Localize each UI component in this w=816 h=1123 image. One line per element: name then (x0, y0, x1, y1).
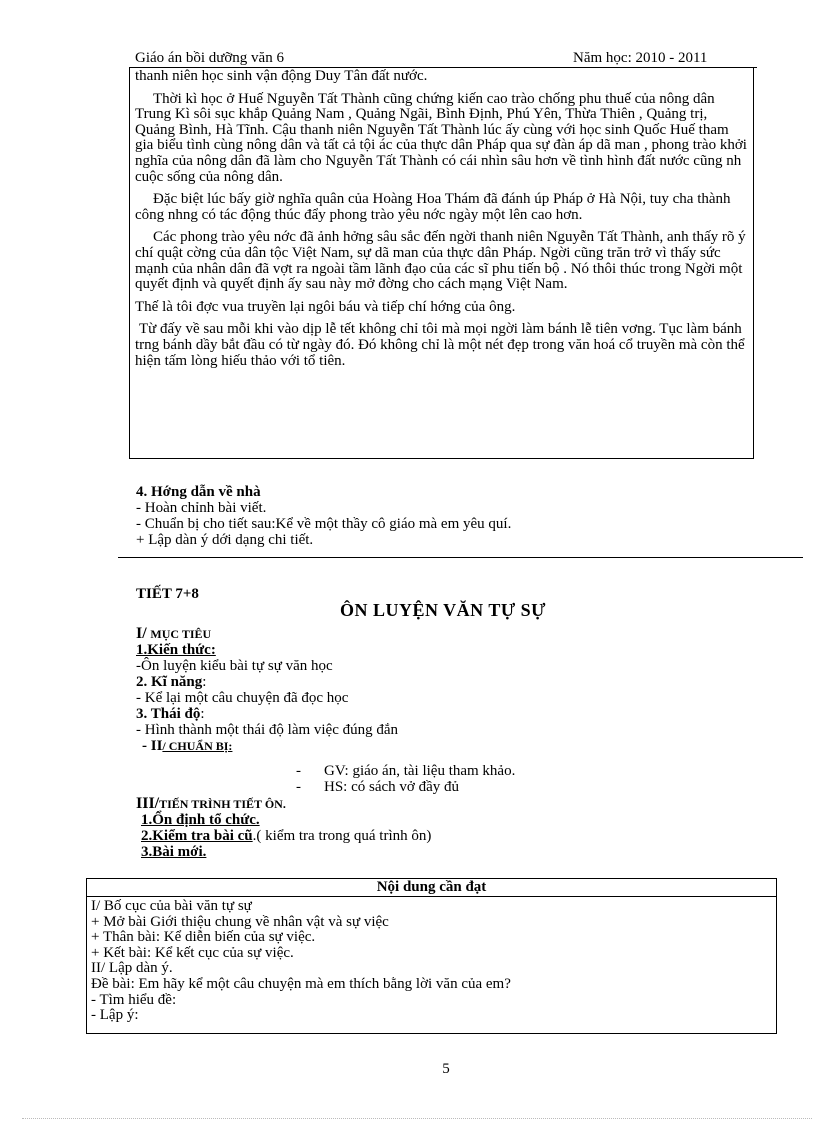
paragraph: Từ đấy về sau mỗi khi vào dịp lễ tết không chỉ tôi mà mọi ngời làm bánh lễ tiên vơng. Tục làm bánh trng bánh dầy bắt đầu có từ ngày đó. Đó không chỉ là một nét đẹp trong văn hoá cổ truyền mà còn thể hiện tấm lòng hiếu thảo với tổ tiên. (135, 321, 745, 369)
table-line: + Mở bài Giới thiệu chung về nhân vật và sự việc (91, 913, 389, 930)
objective-text: -Ôn luyện kiểu bài tự sự văn học (136, 658, 333, 674)
text-box (129, 67, 754, 459)
page-bottom-border (22, 1118, 812, 1119)
objective-text: - Hình thành một thái độ làm việc đúng đắn (136, 722, 399, 738)
page-title: ÔN LUYỆN VĂN TỰ SỰ (339, 600, 547, 620)
table-line: I/ Bố cục của bài văn tự sự (91, 898, 252, 914)
section-divider (118, 557, 803, 558)
header-right: Năm học: 2010 - 2011 (573, 50, 708, 66)
step-text: .( kiểm tra trong quá trình ôn) (252, 828, 432, 844)
process-section (136, 796, 431, 860)
page-number: 5 (442, 1061, 450, 1077)
step-heading: 2.Kiểm tra bài cũ (141, 828, 253, 844)
prep-item: HS: có sách vở đầy đủ (324, 779, 459, 795)
table-line: Đề bài: Em hãy kể một câu chuyện mà em thích bằng lời văn của em? (91, 975, 511, 992)
paragraph: Đặc biệt lúc bấy giờ nghĩa quân của Hoàng Hoa Thám đã đánh úp Pháp ở Hà Nội, tuy cha thành công nhng có tác động thúc đẩy phong trào yêu nớc ngày một lên cao hơn. (135, 191, 731, 223)
table-line: + Thân bài: Kể diễn biến của sự việc. (91, 929, 316, 946)
content-table (86, 878, 777, 1034)
section-roman: I/ (136, 625, 147, 642)
lesson-number: TIẾT 7+8 (136, 586, 199, 602)
step-heading: 1.Ổn định tổ chức. (141, 812, 260, 828)
prep-item: GV: giáo án, tài liệu tham khảo. (324, 763, 516, 779)
homework-item: - Hoàn chỉnh bài viết. (136, 500, 267, 516)
homework-title: 4. Hớng dẫn về nhà (136, 484, 261, 500)
section-heading: TIẾN TRÌNH TIẾT ÔN. (159, 797, 286, 811)
header-left: Giáo án bồi dưỡng văn 6 (135, 50, 284, 66)
homework-section (136, 484, 511, 548)
paragraph: Thế là tôi đợc vua truyền lại ngôi báu và tiếp chí hớng của ông. (135, 298, 516, 315)
section-roman: III/ (136, 795, 160, 812)
step-heading: 3.Bài mới. (141, 844, 207, 860)
objective-text: - Kể lại một câu chuyện đã đọc học (136, 690, 349, 706)
table-header: Nội dung cần đạt (87, 879, 776, 897)
table-line: II/ Lập dàn ý. (91, 960, 173, 977)
subheading: 3. Thái độ (136, 706, 201, 722)
table-line: - Lập ý: (91, 1007, 139, 1024)
section-heading: / CHUẨN BỊ: (162, 739, 233, 753)
paragraph: Thời kì học ở Huế Nguyễn Tất Thành cũng chứng kiến cao trào chống phu thuế của nông dân Trung Kì sôi sục khắp Quảng Nam , Quảng Ngãi, Bình Định, Phú Yên, Thừa Thiên , Quảng trị, Quảng Bình, Hà Tĩnh. Cậu thanh niên Nguyễn Tất Thành lúc ấy cùng với học sinh Quốc Huế tham gia biểu tình cùng nông dân và tất cả tội ác của thực dân Pháp qua sự đàn áp dã man , phong trào khởi nghĩa của nông dân đã làm cho Nguyễn Tất Thành có cái nhìn sâu hơn về tình hình đất nước cũng nh cuộc sống của nông dân. (135, 90, 747, 185)
paragraph: Các phong trào yêu nớc đã ảnh hởng sâu sắc đến ngời thanh niên Nguyễn Tất Thành, anh thấy rõ ý chí quật cờng của dân tộc Việt Nam, sự dã man của thực dân Pháp. Ngời cũng trăn trở vì thấy sức mạnh của nhân dân đã vợt ra ngoài tầm lãnh đạo của các sĩ phu tiến bộ . Nó thôi thúc trong Ngời một quyết định và quyết định ấy sau này mở đờng cho cách mạng Việt Nam. (135, 229, 746, 293)
section-roman: - II (142, 738, 163, 754)
subheading: 2. Kĩ năng (136, 674, 203, 690)
section-heading: MỤC TIÊU (150, 627, 212, 641)
subheading: 1.Kiến thức: (136, 642, 216, 658)
table-line: + Kết bài: Kể kết cục của sự việc. (91, 944, 294, 961)
homework-item: + Lập dàn ý dới dạng chi tiết. (136, 532, 314, 548)
paragraph: thanh niên học sinh vận động Duy Tân đất nước. (135, 68, 428, 84)
homework-item: - Chuẩn bị cho tiết sau:Kể về một thầy cô giáo mà em yêu quí. (136, 516, 512, 532)
table-line: - Tìm hiểu đề: (91, 991, 177, 1008)
preparation-list: - GV: giáo án, tài liệu tham khảo. - HS: có sách vở đầy đủ (296, 763, 516, 795)
objectives-section: I/ MỤC TIÊU 1.Kiến thức: -Ôn luyện kiểu bài tự sự văn học 2. Kĩ năng: - Kể lại một câu chuyện đã đọc học 3. Thái độ: - Hình thành một thái độ làm việc đúng đắn - II/ CHUẨN BỊ: (136, 625, 399, 754)
